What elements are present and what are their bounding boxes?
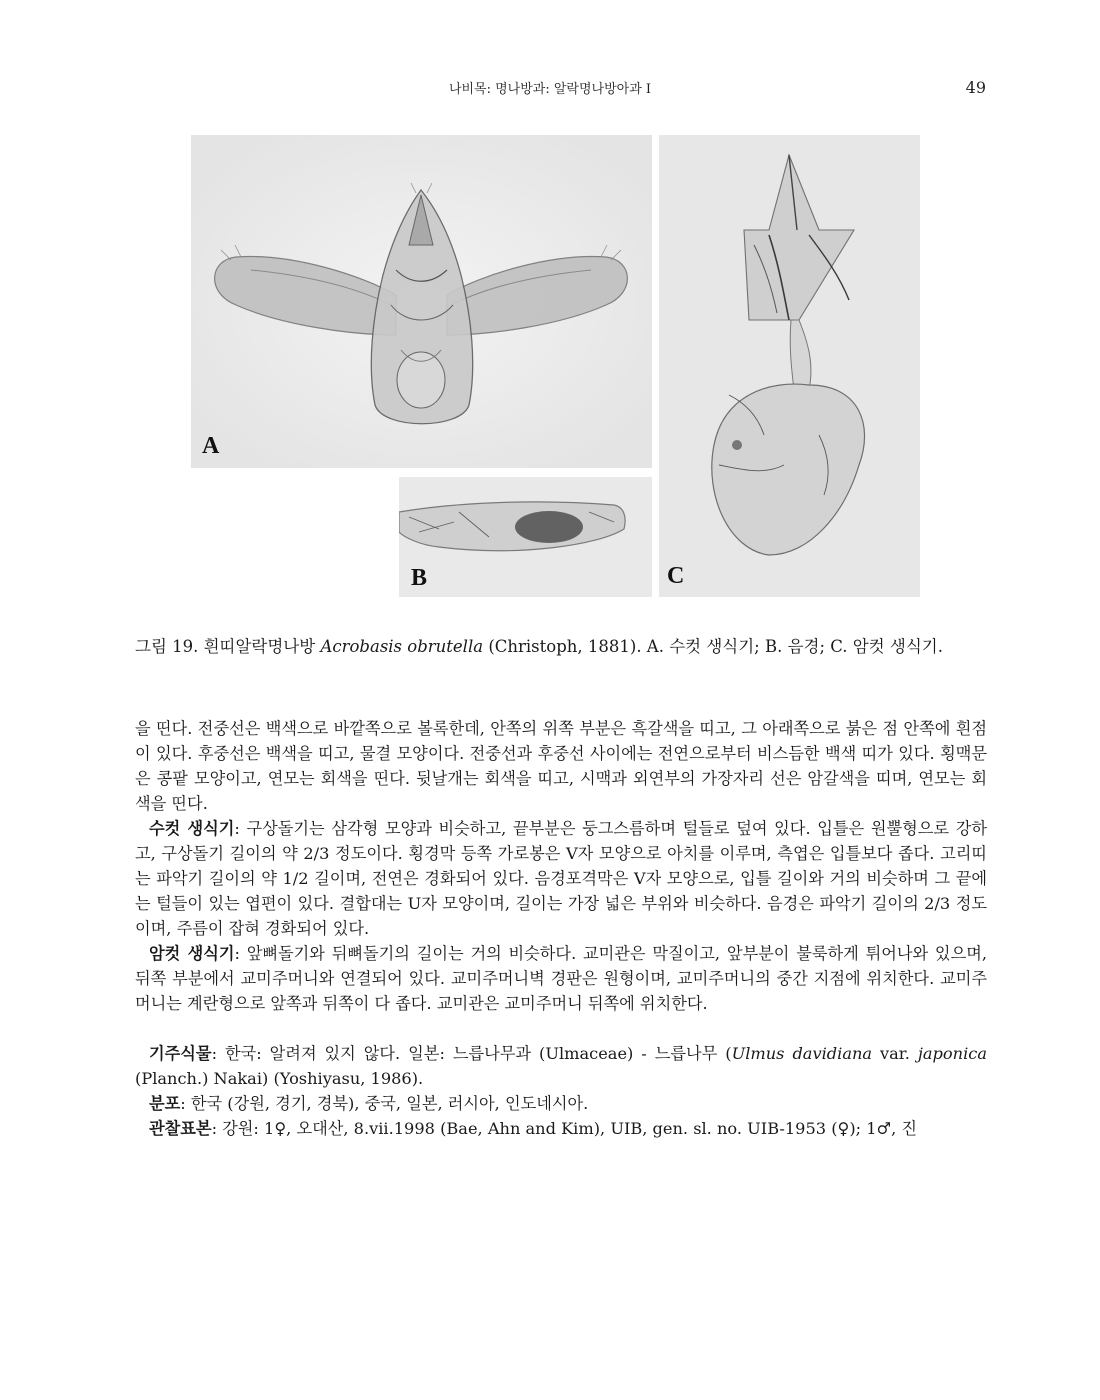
panel-label-c: C bbox=[667, 563, 685, 589]
paragraph-description: 을 띤다. 전중선은 백색으로 바깥쪽으로 볼록한데, 안쪽의 위쪽 부분은 흑갈색을 띠고, 그 아래쪽으로 붉은 점 안쪽에 흰점이 있다. 후중선은 백색을 띠고, 물결 모양이다. 전중선과 후중선 사이에는 전연으로부터 비스듬한 백색 띠가 있다. 횡맥문은 콩팥 모양이고, 연모는 회색을 띤다. 뒷날개는 회색을 띠고, 시맥과 외연부의 가장자리 선은 암갈색을 띠며, 연모는 회색을 띤다. bbox=[135, 719, 987, 813]
page-number: 49 bbox=[965, 78, 986, 97]
figure-panel-a bbox=[191, 135, 652, 468]
host-plants-text-2: var. bbox=[872, 1044, 918, 1063]
distribution-text: : 한국 (강원, 경기, 경북), 중국, 일본, 러시아, 인도네시아. bbox=[180, 1094, 589, 1113]
panel-label-b: B bbox=[411, 565, 428, 591]
host-variety: japonica bbox=[917, 1044, 987, 1063]
figure-caption bbox=[135, 635, 995, 659]
specimens-text: : 강원: 1♀, 오대산, 8.vii.1998 (Bae, Ahn and Kim), UIB, gen. sl. no. UIB-1953 (♀); 1♂, 진 bbox=[211, 1119, 918, 1138]
female-genitalia-text: : 앞뼈돌기와 뒤뼈돌기의 길이는 거의 비슷하다. 교미관은 막질이고, 앞부분이 불룩하게 튀어나와 있으며, 뒤쪽 부분에서 교미주머니와 연결되어 있다. 교미주머니벽 경판은 원형이며, 교미주머니의 중간 지점에 위치한다. 교미주머니는 계란형으로 앞쪽과 뒤쪽이 다 좁다. 교미관은 교미주머니 뒤쪽에 위치한다. bbox=[135, 944, 987, 1013]
caption-species: Acrobasis obrutella bbox=[320, 637, 484, 656]
male-genitalia-image bbox=[191, 135, 652, 468]
paragraph-specimens bbox=[135, 1116, 987, 1141]
host-species: Ulmus davidiana bbox=[731, 1044, 873, 1063]
paragraph-host-plants bbox=[135, 1041, 987, 1091]
paragraph-female-genitalia bbox=[135, 941, 987, 1016]
male-genitalia-text: : 구상돌기는 삼각형 모양과 비슷하고, 끝부분은 둥그스름하며 털들로 덮여 있다. 입틀은 원뿔형으로 강하고, 구상돌기 길이의 약 2/3 정도이다. 횡경막 등쪽 가로봉은 V자 모양으로 아치를 이루며, 측엽은 입틀보다 좁다. 고리띠는 파악기 길이의 약 1/2 길이며, 전연은 경화되어 있다. 음경포격막은 V자 모양으로, 입틀 길이와 거의 비슷하며 그 끝에는 털들이 있는 엽편이 있다. 결합대는 U자 모양이며, 길이는 가장 넓은 부위와 비슷하다. 음경은 파악기 길이의 2/3 정도이며, 주름이 잡혀 경화되어 있다. bbox=[135, 819, 987, 938]
figure-panel-c bbox=[659, 135, 920, 597]
body-text bbox=[135, 716, 987, 1141]
female-genitalia-image bbox=[659, 135, 920, 597]
distribution-heading: 분포 bbox=[149, 1094, 181, 1113]
figure-panel-b bbox=[399, 477, 652, 597]
host-plants-text-1: : 한국: 알려져 있지 않다. 일본: 느릅나무과 (Ulmaceae) - 느릅나무 ( bbox=[211, 1044, 732, 1063]
caption-prefix: 그림 19. 흰띠알락명나방 bbox=[135, 637, 321, 656]
caption-suffix: (Christoph, 1881). A. 수컷 생식기; B. 음경; C. 암컷 생식기. bbox=[483, 637, 943, 656]
host-plants-heading: 기주식물 bbox=[149, 1044, 212, 1063]
female-genitalia-heading: 암컷 생식기 bbox=[149, 944, 235, 963]
panel-label-a: A bbox=[202, 433, 220, 459]
paragraph-male-genitalia bbox=[135, 816, 987, 941]
section-spacer bbox=[135, 1016, 987, 1041]
running-head: 나비목: 명나방과: 알락명나방아과 I bbox=[448, 82, 652, 97]
paragraph-distribution bbox=[135, 1091, 987, 1116]
aedeagus-image bbox=[399, 477, 652, 597]
male-genitalia-heading: 수컷 생식기 bbox=[149, 819, 235, 838]
specimens-heading: 관찰표본 bbox=[149, 1119, 212, 1138]
host-plants-text-3: (Planch.) Nakai) (Yoshiyasu, 1986). bbox=[135, 1069, 424, 1088]
